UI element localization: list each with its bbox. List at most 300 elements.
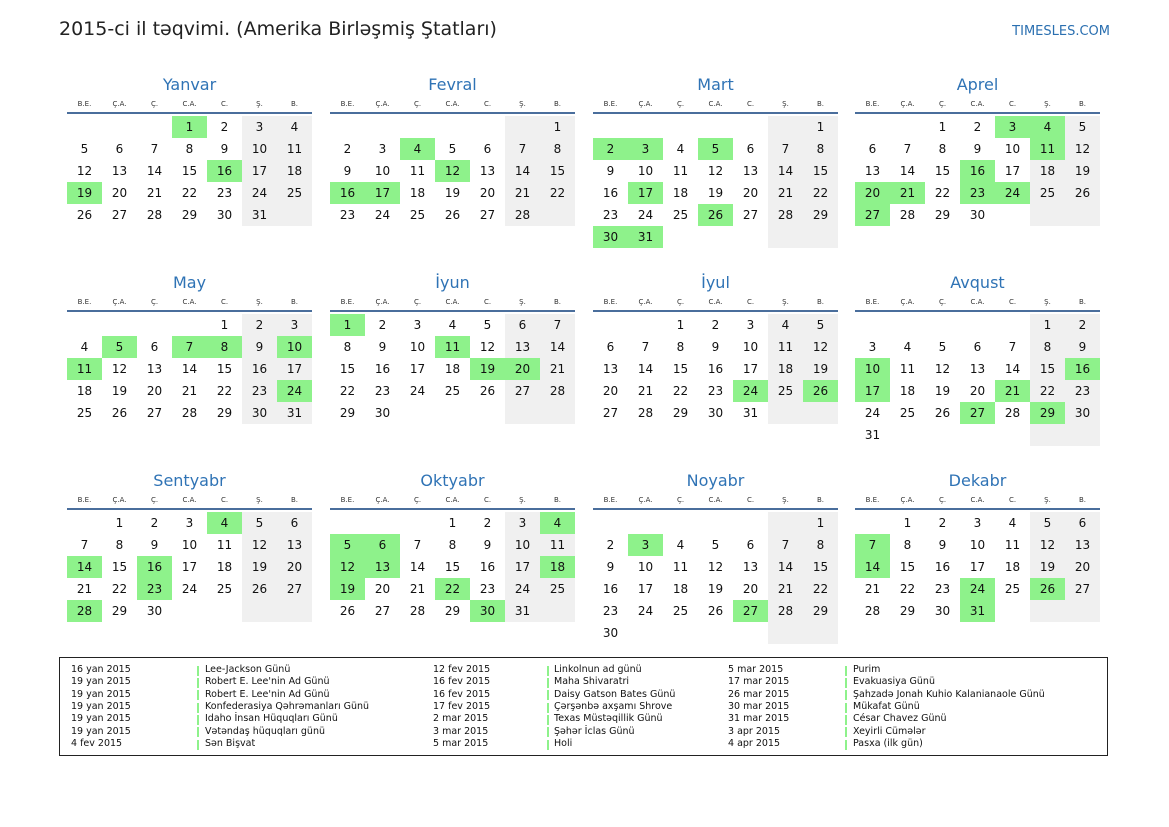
day-cell[interactable]: 9 bbox=[483, 538, 492, 552]
day-cell[interactable]: 16 bbox=[242, 358, 277, 380]
day-cell[interactable]: 23 bbox=[374, 384, 391, 398]
day-cell[interactable]: 18 bbox=[277, 160, 312, 182]
holiday-day-cell[interactable]: 2 bbox=[593, 138, 628, 160]
day-cell[interactable]: 21 bbox=[637, 384, 654, 398]
holiday-day-cell[interactable]: 24 bbox=[960, 578, 995, 600]
day-cell[interactable]: 10 bbox=[1004, 142, 1021, 156]
holiday-day-cell[interactable]: 16 bbox=[960, 160, 995, 182]
day-cell[interactable]: 13 bbox=[146, 362, 163, 376]
day-cell[interactable]: 9 bbox=[711, 340, 720, 354]
day-cell[interactable]: 26 bbox=[1065, 182, 1100, 204]
holiday-day-cell[interactable]: 8 bbox=[207, 336, 242, 358]
day-cell[interactable]: 7 bbox=[768, 534, 803, 556]
day-cell[interactable]: 30 bbox=[216, 208, 233, 222]
holiday-day-cell[interactable]: 11 bbox=[1030, 138, 1065, 160]
day-cell[interactable]: 23 bbox=[602, 208, 619, 222]
holiday-day-cell[interactable]: 17 bbox=[628, 182, 663, 204]
day-cell[interactable]: 13 bbox=[864, 164, 881, 178]
day-cell[interactable]: 29 bbox=[216, 406, 233, 420]
day-cell[interactable]: 24 bbox=[864, 406, 881, 420]
day-cell[interactable]: 27 bbox=[146, 406, 163, 420]
holiday-day-cell[interactable]: 20 bbox=[505, 358, 540, 380]
day-cell[interactable]: 18 bbox=[409, 186, 426, 200]
day-cell[interactable]: 6 bbox=[150, 340, 159, 354]
day-cell[interactable]: 21 bbox=[76, 582, 93, 596]
day-cell[interactable]: 4 bbox=[277, 116, 312, 138]
holiday-day-cell[interactable]: 4 bbox=[207, 512, 242, 534]
holiday-day-cell[interactable]: 21 bbox=[995, 380, 1030, 402]
day-cell[interactable]: 7 bbox=[150, 142, 159, 156]
holiday-day-cell[interactable]: 23 bbox=[960, 182, 995, 204]
day-cell[interactable]: 2 bbox=[242, 314, 277, 336]
day-cell[interactable]: 29 bbox=[803, 600, 838, 622]
holiday-day-cell[interactable]: 10 bbox=[277, 336, 312, 358]
day-cell[interactable]: 16 bbox=[602, 582, 619, 596]
day-cell[interactable]: 9 bbox=[150, 538, 159, 552]
day-cell[interactable]: 20 bbox=[742, 186, 759, 200]
day-cell[interactable]: 23 bbox=[707, 384, 724, 398]
day-cell[interactable]: 30 bbox=[374, 406, 391, 420]
day-cell[interactable]: 25 bbox=[672, 208, 689, 222]
holiday-day-cell[interactable]: 4 bbox=[1030, 116, 1065, 138]
day-cell[interactable]: 20 bbox=[277, 556, 312, 578]
day-cell[interactable]: 11 bbox=[216, 538, 233, 552]
day-cell[interactable]: 13 bbox=[742, 560, 759, 574]
day-cell[interactable]: 1 bbox=[803, 116, 838, 138]
holiday-day-cell[interactable]: 22 bbox=[435, 578, 470, 600]
day-cell[interactable]: 29 bbox=[444, 604, 461, 618]
holiday-day-cell[interactable]: 1 bbox=[172, 116, 207, 138]
day-cell[interactable]: 2 bbox=[938, 516, 947, 530]
day-cell[interactable]: 2 bbox=[711, 318, 720, 332]
holiday-day-cell[interactable]: 6 bbox=[365, 534, 400, 556]
day-cell[interactable]: 3 bbox=[185, 516, 194, 530]
day-cell[interactable]: 8 bbox=[938, 142, 947, 156]
holiday-day-cell[interactable]: 11 bbox=[435, 336, 470, 358]
day-cell[interactable]: 20 bbox=[742, 582, 759, 596]
day-cell[interactable]: 31 bbox=[864, 428, 881, 442]
day-cell[interactable]: 21 bbox=[768, 182, 803, 204]
day-cell[interactable]: 7 bbox=[641, 340, 650, 354]
holiday-day-cell[interactable]: 3 bbox=[628, 138, 663, 160]
day-cell[interactable]: 30 bbox=[969, 208, 986, 222]
day-cell[interactable]: 6 bbox=[483, 142, 492, 156]
day-cell[interactable]: 19 bbox=[1030, 556, 1065, 578]
day-cell[interactable]: 13 bbox=[111, 164, 128, 178]
day-cell[interactable]: 22 bbox=[899, 582, 916, 596]
day-cell[interactable]: 23 bbox=[934, 582, 951, 596]
day-cell[interactable]: 23 bbox=[216, 186, 233, 200]
day-cell[interactable]: 17 bbox=[742, 362, 759, 376]
day-cell[interactable]: 12 bbox=[707, 164, 724, 178]
day-cell[interactable]: 24 bbox=[242, 182, 277, 204]
day-cell[interactable]: 8 bbox=[448, 538, 457, 552]
day-cell[interactable]: 25 bbox=[672, 604, 689, 618]
day-cell[interactable]: 2 bbox=[606, 538, 615, 552]
day-cell[interactable]: 4 bbox=[676, 142, 685, 156]
day-cell[interactable]: 5 bbox=[711, 538, 720, 552]
holiday-day-cell[interactable]: 23 bbox=[137, 578, 172, 600]
day-cell[interactable]: 8 bbox=[1030, 336, 1065, 358]
day-cell[interactable]: 28 bbox=[864, 604, 881, 618]
day-cell[interactable]: 4 bbox=[676, 538, 685, 552]
holiday-day-cell[interactable]: 7 bbox=[172, 336, 207, 358]
day-cell[interactable]: 10 bbox=[637, 560, 654, 574]
holiday-day-cell[interactable]: 16 bbox=[1065, 358, 1100, 380]
day-cell[interactable]: 16 bbox=[934, 560, 951, 574]
day-cell[interactable]: 20 bbox=[969, 384, 986, 398]
day-cell[interactable]: 10 bbox=[181, 538, 198, 552]
day-cell[interactable]: 3 bbox=[242, 116, 277, 138]
day-cell[interactable]: 6 bbox=[277, 512, 312, 534]
holiday-day-cell[interactable]: 4 bbox=[540, 512, 575, 534]
day-cell[interactable]: 21 bbox=[864, 582, 881, 596]
day-cell[interactable]: 9 bbox=[242, 336, 277, 358]
day-cell[interactable]: 2 bbox=[220, 120, 229, 134]
day-cell[interactable]: 22 bbox=[540, 182, 575, 204]
holiday-day-cell[interactable]: 26 bbox=[698, 204, 733, 226]
day-cell[interactable]: 16 bbox=[602, 186, 619, 200]
day-cell[interactable]: 28 bbox=[540, 380, 575, 402]
day-cell[interactable]: 23 bbox=[479, 582, 496, 596]
day-cell[interactable]: 1 bbox=[540, 116, 575, 138]
day-cell[interactable]: 25 bbox=[277, 182, 312, 204]
day-cell[interactable]: 11 bbox=[672, 560, 689, 574]
day-cell[interactable]: 4 bbox=[80, 340, 89, 354]
day-cell[interactable]: 30 bbox=[242, 402, 277, 424]
day-cell[interactable]: 25 bbox=[76, 406, 93, 420]
day-cell[interactable]: 25 bbox=[444, 384, 461, 398]
day-cell[interactable]: 30 bbox=[934, 604, 951, 618]
day-cell[interactable]: 12 bbox=[479, 340, 496, 354]
day-cell[interactable]: 15 bbox=[803, 556, 838, 578]
day-cell[interactable]: 13 bbox=[742, 164, 759, 178]
day-cell[interactable]: 28 bbox=[768, 204, 803, 226]
day-cell[interactable]: 29 bbox=[181, 208, 198, 222]
day-cell[interactable]: 18 bbox=[768, 358, 803, 380]
day-cell[interactable]: 8 bbox=[185, 142, 194, 156]
holiday-day-cell[interactable]: 13 bbox=[365, 556, 400, 578]
holiday-day-cell[interactable]: 3 bbox=[628, 534, 663, 556]
day-cell[interactable]: 3 bbox=[868, 340, 877, 354]
day-cell[interactable]: 22 bbox=[111, 582, 128, 596]
day-cell[interactable]: 20 bbox=[146, 384, 163, 398]
day-cell[interactable]: 28 bbox=[1004, 406, 1021, 420]
day-cell[interactable]: 15 bbox=[181, 164, 198, 178]
day-cell[interactable]: 19 bbox=[803, 358, 838, 380]
day-cell[interactable]: 1 bbox=[220, 318, 229, 332]
day-cell[interactable]: 24 bbox=[181, 582, 198, 596]
day-cell[interactable]: 17 bbox=[505, 556, 540, 578]
day-cell[interactable]: 26 bbox=[339, 604, 356, 618]
day-cell[interactable]: 20 bbox=[602, 384, 619, 398]
holiday-day-cell[interactable]: 17 bbox=[365, 182, 400, 204]
day-cell[interactable]: 17 bbox=[242, 160, 277, 182]
day-cell[interactable]: 22 bbox=[803, 182, 838, 204]
day-cell[interactable]: 31 bbox=[242, 204, 277, 226]
holiday-day-cell[interactable]: 27 bbox=[960, 402, 995, 424]
holiday-day-cell[interactable]: 12 bbox=[435, 160, 470, 182]
day-cell[interactable]: 25 bbox=[899, 406, 916, 420]
holiday-day-cell[interactable]: 16 bbox=[330, 182, 365, 204]
day-cell[interactable]: 22 bbox=[672, 384, 689, 398]
holiday-day-cell[interactable]: 14 bbox=[855, 556, 890, 578]
day-cell[interactable]: 8 bbox=[803, 138, 838, 160]
holiday-day-cell[interactable]: 3 bbox=[995, 116, 1030, 138]
holiday-day-cell[interactable]: 18 bbox=[540, 556, 575, 578]
day-cell[interactable]: 26 bbox=[76, 208, 93, 222]
day-cell[interactable]: 12 bbox=[707, 560, 724, 574]
day-cell[interactable]: 29 bbox=[672, 406, 689, 420]
day-cell[interactable]: 2 bbox=[483, 516, 492, 530]
holiday-day-cell[interactable]: 31 bbox=[960, 600, 995, 622]
day-cell[interactable]: 3 bbox=[277, 314, 312, 336]
day-cell[interactable]: 24 bbox=[637, 208, 654, 222]
day-cell[interactable]: 22 bbox=[803, 578, 838, 600]
day-cell[interactable]: 7 bbox=[903, 142, 912, 156]
day-cell[interactable]: 29 bbox=[803, 204, 838, 226]
day-cell[interactable]: 14 bbox=[1004, 362, 1021, 376]
day-cell[interactable]: 22 bbox=[1030, 380, 1065, 402]
day-cell[interactable]: 2 bbox=[150, 516, 159, 530]
day-cell[interactable]: 3 bbox=[746, 318, 755, 332]
day-cell[interactable]: 19 bbox=[1065, 160, 1100, 182]
day-cell[interactable]: 12 bbox=[111, 362, 128, 376]
day-cell[interactable]: 27 bbox=[111, 208, 128, 222]
holiday-day-cell[interactable]: 14 bbox=[67, 556, 102, 578]
day-cell[interactable]: 6 bbox=[746, 142, 755, 156]
day-cell[interactable]: 11 bbox=[899, 362, 916, 376]
brand-link[interactable]: TIMESLES.COM bbox=[1012, 24, 1110, 39]
holiday-day-cell[interactable]: 24 bbox=[277, 380, 312, 402]
day-cell[interactable]: 27 bbox=[742, 208, 759, 222]
day-cell[interactable]: 28 bbox=[409, 604, 426, 618]
day-cell[interactable]: 7 bbox=[540, 314, 575, 336]
day-cell[interactable]: 19 bbox=[111, 384, 128, 398]
day-cell[interactable]: 20 bbox=[111, 186, 128, 200]
day-cell[interactable]: 4 bbox=[903, 340, 912, 354]
day-cell[interactable]: 16 bbox=[479, 560, 496, 574]
day-cell[interactable]: 5 bbox=[242, 512, 277, 534]
day-cell[interactable]: 9 bbox=[343, 164, 352, 178]
day-cell[interactable]: 21 bbox=[540, 358, 575, 380]
day-cell[interactable]: 25 bbox=[540, 578, 575, 600]
day-cell[interactable]: 24 bbox=[409, 384, 426, 398]
day-cell[interactable]: 7 bbox=[80, 538, 89, 552]
day-cell[interactable]: 10 bbox=[374, 164, 391, 178]
day-cell[interactable]: 14 bbox=[146, 164, 163, 178]
day-cell[interactable]: 4 bbox=[1008, 516, 1017, 530]
day-cell[interactable]: 5 bbox=[1065, 116, 1100, 138]
day-cell[interactable]: 26 bbox=[242, 578, 277, 600]
day-cell[interactable]: 15 bbox=[540, 160, 575, 182]
day-cell[interactable]: 18 bbox=[76, 384, 93, 398]
holiday-day-cell[interactable]: 19 bbox=[67, 182, 102, 204]
day-cell[interactable]: 15 bbox=[803, 160, 838, 182]
day-cell[interactable]: 1 bbox=[938, 120, 947, 134]
day-cell[interactable]: 27 bbox=[479, 208, 496, 222]
day-cell[interactable]: 8 bbox=[115, 538, 124, 552]
holiday-day-cell[interactable]: 12 bbox=[330, 556, 365, 578]
day-cell[interactable]: 4 bbox=[448, 318, 457, 332]
day-cell[interactable]: 29 bbox=[934, 208, 951, 222]
day-cell[interactable]: 3 bbox=[505, 512, 540, 534]
day-cell[interactable]: 18 bbox=[672, 582, 689, 596]
day-cell[interactable]: 8 bbox=[676, 340, 685, 354]
day-cell[interactable]: 15 bbox=[216, 362, 233, 376]
day-cell[interactable]: 22 bbox=[339, 384, 356, 398]
day-cell[interactable]: 9 bbox=[973, 142, 982, 156]
day-cell[interactable]: 12 bbox=[1030, 534, 1065, 556]
day-cell[interactable]: 5 bbox=[80, 142, 89, 156]
day-cell[interactable]: 28 bbox=[181, 406, 198, 420]
day-cell[interactable]: 9 bbox=[220, 142, 229, 156]
day-cell[interactable]: 30 bbox=[602, 626, 619, 640]
day-cell[interactable]: 9 bbox=[378, 340, 387, 354]
day-cell[interactable]: 1 bbox=[448, 516, 457, 530]
day-cell[interactable]: 27 bbox=[505, 380, 540, 402]
day-cell[interactable]: 7 bbox=[505, 138, 540, 160]
holiday-day-cell[interactable]: 17 bbox=[855, 380, 890, 402]
day-cell[interactable]: 6 bbox=[868, 142, 877, 156]
day-cell[interactable]: 23 bbox=[339, 208, 356, 222]
day-cell[interactable]: 18 bbox=[899, 384, 916, 398]
day-cell[interactable]: 25 bbox=[768, 380, 803, 402]
day-cell[interactable]: 14 bbox=[540, 336, 575, 358]
day-cell[interactable]: 5 bbox=[448, 142, 457, 156]
day-cell[interactable]: 14 bbox=[505, 160, 540, 182]
day-cell[interactable]: 17 bbox=[277, 358, 312, 380]
day-cell[interactable]: 8 bbox=[903, 538, 912, 552]
day-cell[interactable]: 6 bbox=[1065, 512, 1100, 534]
day-cell[interactable]: 8 bbox=[343, 340, 352, 354]
day-cell[interactable]: 26 bbox=[111, 406, 128, 420]
day-cell[interactable]: 25 bbox=[216, 582, 233, 596]
holiday-day-cell[interactable]: 29 bbox=[1030, 402, 1065, 424]
day-cell[interactable]: 19 bbox=[242, 556, 277, 578]
day-cell[interactable]: 3 bbox=[973, 516, 982, 530]
day-cell[interactable]: 2 bbox=[1065, 314, 1100, 336]
day-cell[interactable]: 7 bbox=[1008, 340, 1017, 354]
day-cell[interactable]: 6 bbox=[973, 340, 982, 354]
day-cell[interactable]: 15 bbox=[339, 362, 356, 376]
day-cell[interactable]: 12 bbox=[1065, 138, 1100, 160]
day-cell[interactable]: 13 bbox=[479, 164, 496, 178]
day-cell[interactable]: 15 bbox=[444, 560, 461, 574]
holiday-day-cell[interactable]: 21 bbox=[890, 182, 925, 204]
holiday-day-cell[interactable]: 30 bbox=[593, 226, 628, 248]
holiday-day-cell[interactable]: 1 bbox=[330, 314, 365, 336]
day-cell[interactable]: 28 bbox=[768, 600, 803, 622]
day-cell[interactable]: 23 bbox=[602, 604, 619, 618]
day-cell[interactable]: 17 bbox=[969, 560, 986, 574]
day-cell[interactable]: 4 bbox=[768, 314, 803, 336]
day-cell[interactable]: 2 bbox=[343, 142, 352, 156]
day-cell[interactable]: 11 bbox=[672, 164, 689, 178]
holiday-day-cell[interactable]: 26 bbox=[803, 380, 838, 402]
day-cell[interactable]: 15 bbox=[934, 164, 951, 178]
day-cell[interactable]: 11 bbox=[277, 138, 312, 160]
day-cell[interactable]: 21 bbox=[146, 186, 163, 200]
day-cell[interactable]: 27 bbox=[1065, 578, 1100, 600]
day-cell[interactable]: 6 bbox=[505, 314, 540, 336]
day-cell[interactable]: 27 bbox=[277, 578, 312, 600]
day-cell[interactable]: 31 bbox=[505, 600, 540, 622]
day-cell[interactable]: 1 bbox=[903, 516, 912, 530]
day-cell[interactable]: 13 bbox=[505, 336, 540, 358]
day-cell[interactable]: 26 bbox=[444, 208, 461, 222]
day-cell[interactable]: 21 bbox=[409, 582, 426, 596]
day-cell[interactable]: 14 bbox=[181, 362, 198, 376]
day-cell[interactable]: 11 bbox=[409, 164, 426, 178]
day-cell[interactable]: 12 bbox=[242, 534, 277, 556]
day-cell[interactable]: 29 bbox=[111, 604, 128, 618]
holiday-day-cell[interactable]: 5 bbox=[102, 336, 137, 358]
day-cell[interactable]: 29 bbox=[339, 406, 356, 420]
day-cell[interactable]: 28 bbox=[505, 204, 540, 226]
day-cell[interactable]: 20 bbox=[374, 582, 391, 596]
day-cell[interactable]: 30 bbox=[1065, 402, 1100, 424]
day-cell[interactable]: 23 bbox=[242, 380, 277, 402]
day-cell[interactable]: 9 bbox=[938, 538, 947, 552]
day-cell[interactable]: 16 bbox=[374, 362, 391, 376]
day-cell[interactable]: 14 bbox=[637, 362, 654, 376]
holiday-day-cell[interactable]: 28 bbox=[67, 600, 102, 622]
day-cell[interactable]: 12 bbox=[803, 336, 838, 358]
day-cell[interactable]: 10 bbox=[742, 340, 759, 354]
day-cell[interactable]: 13 bbox=[969, 362, 986, 376]
day-cell[interactable]: 22 bbox=[216, 384, 233, 398]
day-cell[interactable]: 10 bbox=[505, 534, 540, 556]
day-cell[interactable]: 11 bbox=[1004, 538, 1021, 552]
day-cell[interactable]: 6 bbox=[115, 142, 124, 156]
day-cell[interactable]: 7 bbox=[413, 538, 422, 552]
day-cell[interactable]: 12 bbox=[76, 164, 93, 178]
day-cell[interactable]: 6 bbox=[746, 538, 755, 552]
day-cell[interactable]: 26 bbox=[934, 406, 951, 420]
holiday-day-cell[interactable]: 16 bbox=[137, 556, 172, 578]
day-cell[interactable]: 31 bbox=[742, 406, 759, 420]
holiday-day-cell[interactable]: 19 bbox=[330, 578, 365, 600]
day-cell[interactable]: 21 bbox=[768, 578, 803, 600]
day-cell[interactable]: 19 bbox=[934, 384, 951, 398]
day-cell[interactable]: 3 bbox=[378, 142, 387, 156]
day-cell[interactable]: 14 bbox=[768, 160, 803, 182]
holiday-day-cell[interactable]: 11 bbox=[67, 358, 102, 380]
day-cell[interactable]: 19 bbox=[707, 582, 724, 596]
day-cell[interactable]: 18 bbox=[1004, 560, 1021, 574]
day-cell[interactable]: 22 bbox=[181, 186, 198, 200]
day-cell[interactable]: 11 bbox=[768, 336, 803, 358]
day-cell[interactable]: 5 bbox=[938, 340, 947, 354]
day-cell[interactable]: 30 bbox=[146, 604, 163, 618]
holiday-day-cell[interactable]: 19 bbox=[470, 358, 505, 380]
day-cell[interactable]: 15 bbox=[899, 560, 916, 574]
day-cell[interactable]: 5 bbox=[1030, 512, 1065, 534]
day-cell[interactable]: 20 bbox=[479, 186, 496, 200]
day-cell[interactable]: 14 bbox=[768, 556, 803, 578]
day-cell[interactable]: 25 bbox=[1004, 582, 1021, 596]
day-cell[interactable]: 11 bbox=[540, 534, 575, 556]
day-cell[interactable]: 18 bbox=[1030, 160, 1065, 182]
day-cell[interactable]: 19 bbox=[707, 186, 724, 200]
holiday-day-cell[interactable]: 27 bbox=[733, 600, 768, 622]
day-cell[interactable]: 5 bbox=[483, 318, 492, 332]
holiday-day-cell[interactable]: 16 bbox=[207, 160, 242, 182]
day-cell[interactable]: 14 bbox=[409, 560, 426, 574]
day-cell[interactable]: 8 bbox=[540, 138, 575, 160]
day-cell[interactable]: 24 bbox=[637, 604, 654, 618]
